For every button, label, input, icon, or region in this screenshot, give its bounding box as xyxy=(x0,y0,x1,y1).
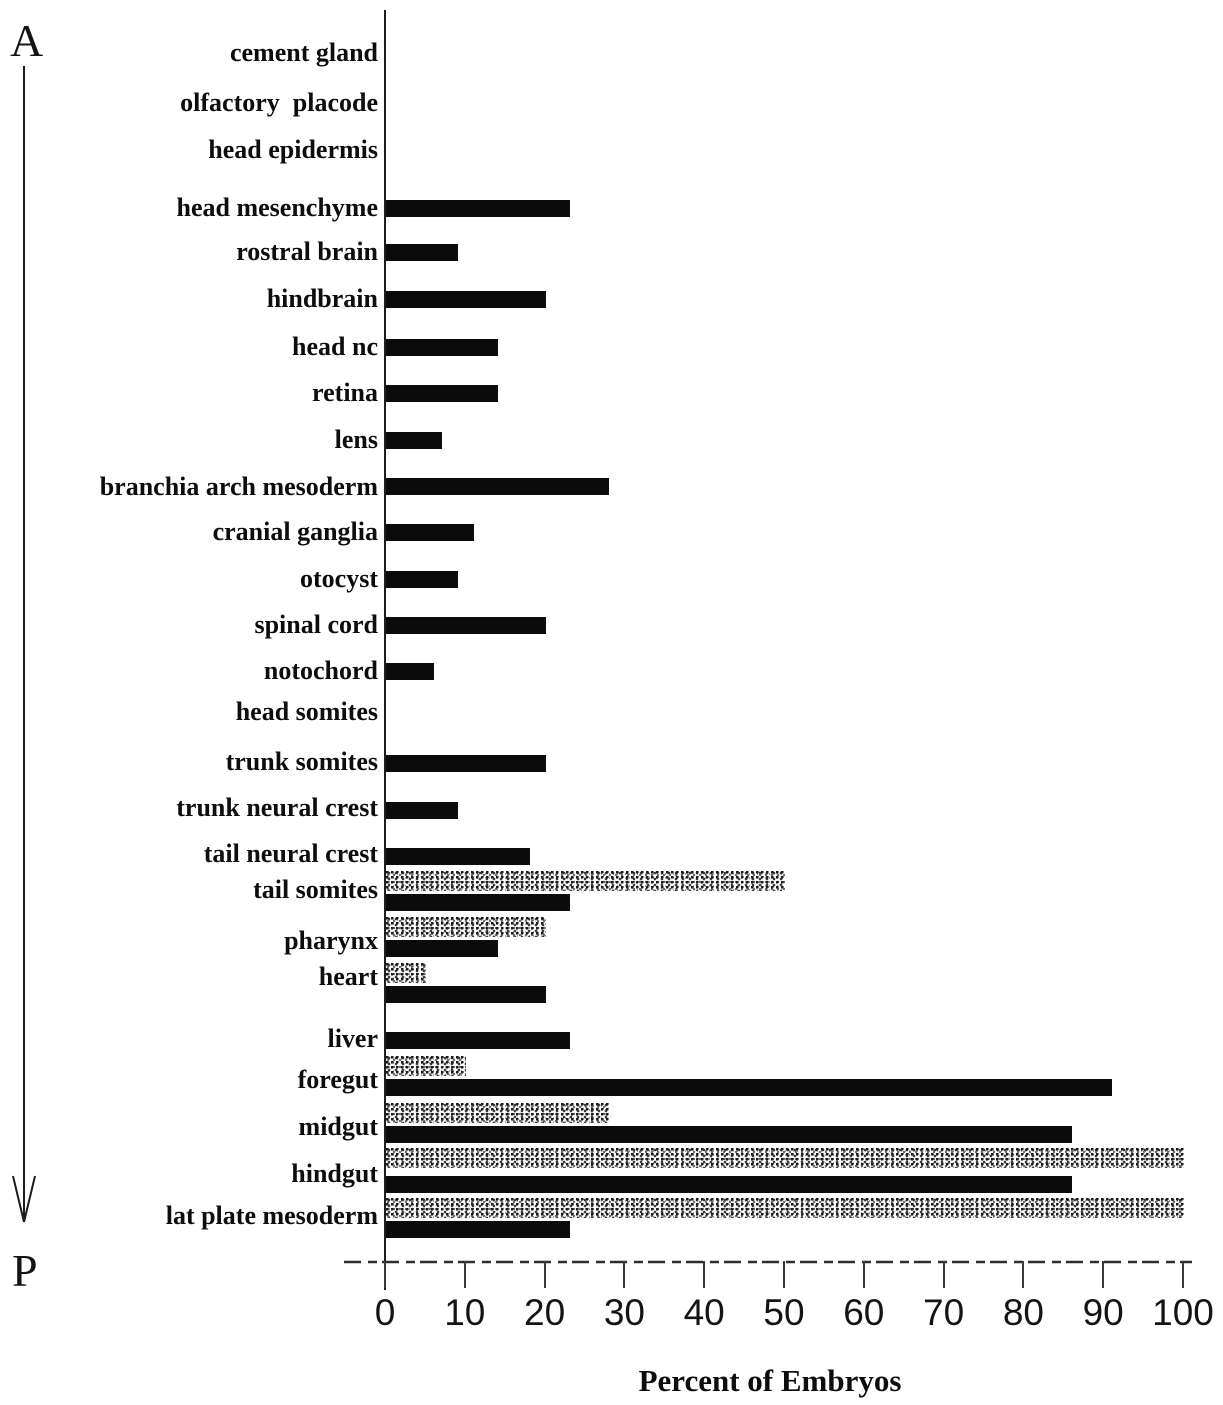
x-tick-label-100: 100 xyxy=(1152,1292,1214,1333)
x-tick-label-70: 70 xyxy=(923,1292,965,1333)
x-tick-50 xyxy=(783,1261,785,1288)
black-bar-head-nc xyxy=(386,339,498,356)
category-label-head-nc: head nc xyxy=(292,332,378,361)
category-label-trunk-neural-crest: trunk neural crest xyxy=(176,793,378,822)
x-tick-40 xyxy=(703,1261,705,1288)
x-tick-label-90: 90 xyxy=(1082,1292,1124,1333)
gray-bar-midgut xyxy=(386,1103,609,1123)
black-bar-rostral-brain xyxy=(386,244,458,261)
category-label-olfactory-placode: olfactory placode xyxy=(180,88,378,117)
x-axis-title: Percent of Embryos xyxy=(638,1363,902,1398)
x-axis-line xyxy=(340,1255,1200,1269)
x-tick-20 xyxy=(544,1261,546,1288)
y-axis-line xyxy=(384,10,386,1290)
x-tick-label-0: 0 xyxy=(374,1292,396,1333)
category-label-tail-somites: tail somites xyxy=(253,875,378,904)
category-label-notochord: notochord xyxy=(263,656,378,685)
black-bar-otocyst xyxy=(386,571,458,588)
x-tick-label-20: 20 xyxy=(524,1292,566,1333)
category-label-tail-neural-crest: tail neural crest xyxy=(203,839,378,868)
x-tick-0 xyxy=(384,1261,386,1288)
black-bar-midgut xyxy=(386,1126,1072,1143)
category-label-heart: heart xyxy=(318,962,378,991)
category-label-lens: lens xyxy=(334,425,378,454)
gray-bar-heart xyxy=(386,963,426,983)
x-tick-100 xyxy=(1182,1261,1184,1288)
black-bar-hindbrain xyxy=(386,291,546,308)
black-bar-tail-neural-crest xyxy=(386,848,530,865)
black-bar-head-mesenchyme xyxy=(386,200,570,217)
black-bar-spinal-cord xyxy=(386,617,546,634)
category-label-pharynx: pharynx xyxy=(284,926,378,955)
black-bar-notochord xyxy=(386,663,434,680)
black-bar-hindgut xyxy=(386,1176,1072,1193)
x-tick-10 xyxy=(464,1261,466,1288)
category-label-branchia-arch-mesoderm: branchia arch mesoderm xyxy=(99,472,378,501)
gray-bar-pharynx xyxy=(386,917,546,937)
category-label-cement-gland: cement gland xyxy=(229,38,378,67)
x-tick-label-40: 40 xyxy=(683,1292,725,1333)
x-tick-label-50: 50 xyxy=(763,1292,805,1333)
black-bar-liver xyxy=(386,1032,570,1049)
x-tick-90 xyxy=(1102,1261,1104,1288)
category-label-head-epidermis: head epidermis xyxy=(208,135,378,164)
x-tick-label-80: 80 xyxy=(1002,1292,1044,1333)
gray-bar-tail-somites xyxy=(386,871,785,891)
x-tick-60 xyxy=(863,1261,865,1288)
black-bar-cranial-ganglia xyxy=(386,524,474,541)
gray-bar-hindgut xyxy=(386,1148,1184,1168)
category-label-hindgut: hindgut xyxy=(291,1159,378,1188)
gray-bar-foregut xyxy=(386,1056,466,1076)
category-label-trunk-somites: trunk somites xyxy=(225,747,378,776)
x-tick-label-30: 30 xyxy=(603,1292,645,1333)
category-label-rostral-brain: rostral brain xyxy=(236,237,378,266)
gray-bar-lat-plate-mesoderm xyxy=(386,1198,1184,1218)
category-label-spinal-cord: spinal cord xyxy=(254,610,378,639)
category-label-midgut: midgut xyxy=(298,1112,378,1141)
black-bar-pharynx xyxy=(386,940,498,957)
black-bar-retina xyxy=(386,385,498,402)
x-tick-label-10: 10 xyxy=(444,1292,486,1333)
category-label-head-somites: head somites xyxy=(235,697,378,726)
category-label-retina: retina xyxy=(312,378,378,407)
category-label-liver: liver xyxy=(327,1024,378,1053)
category-label-otocyst: otocyst xyxy=(300,564,378,593)
black-bar-branchia-arch-mesoderm xyxy=(386,478,609,495)
x-tick-70 xyxy=(943,1261,945,1288)
category-label-hindbrain: hindbrain xyxy=(266,284,378,313)
black-bar-lat-plate-mesoderm xyxy=(386,1221,570,1238)
category-label-cranial-ganglia: cranial ganglia xyxy=(212,517,378,546)
black-bar-trunk-neural-crest xyxy=(386,802,458,819)
x-tick-30 xyxy=(623,1261,625,1288)
x-tick-80 xyxy=(1022,1261,1024,1288)
anterior-posterior-arrow-icon xyxy=(6,58,50,1230)
black-bar-trunk-somites xyxy=(386,755,546,772)
black-bar-heart xyxy=(386,986,546,1003)
black-bar-foregut xyxy=(386,1079,1112,1096)
black-bar-lens xyxy=(386,432,442,449)
category-label-foregut: foregut xyxy=(297,1065,378,1094)
black-bar-tail-somites xyxy=(386,894,570,911)
posterior-label: P xyxy=(12,1245,38,1296)
category-label-head-mesenchyme: head mesenchyme xyxy=(176,193,378,222)
category-label-lat-plate-mesoderm: lat plate mesoderm xyxy=(165,1201,378,1230)
x-tick-label-60: 60 xyxy=(843,1292,885,1333)
anterior-label: A xyxy=(10,15,44,66)
